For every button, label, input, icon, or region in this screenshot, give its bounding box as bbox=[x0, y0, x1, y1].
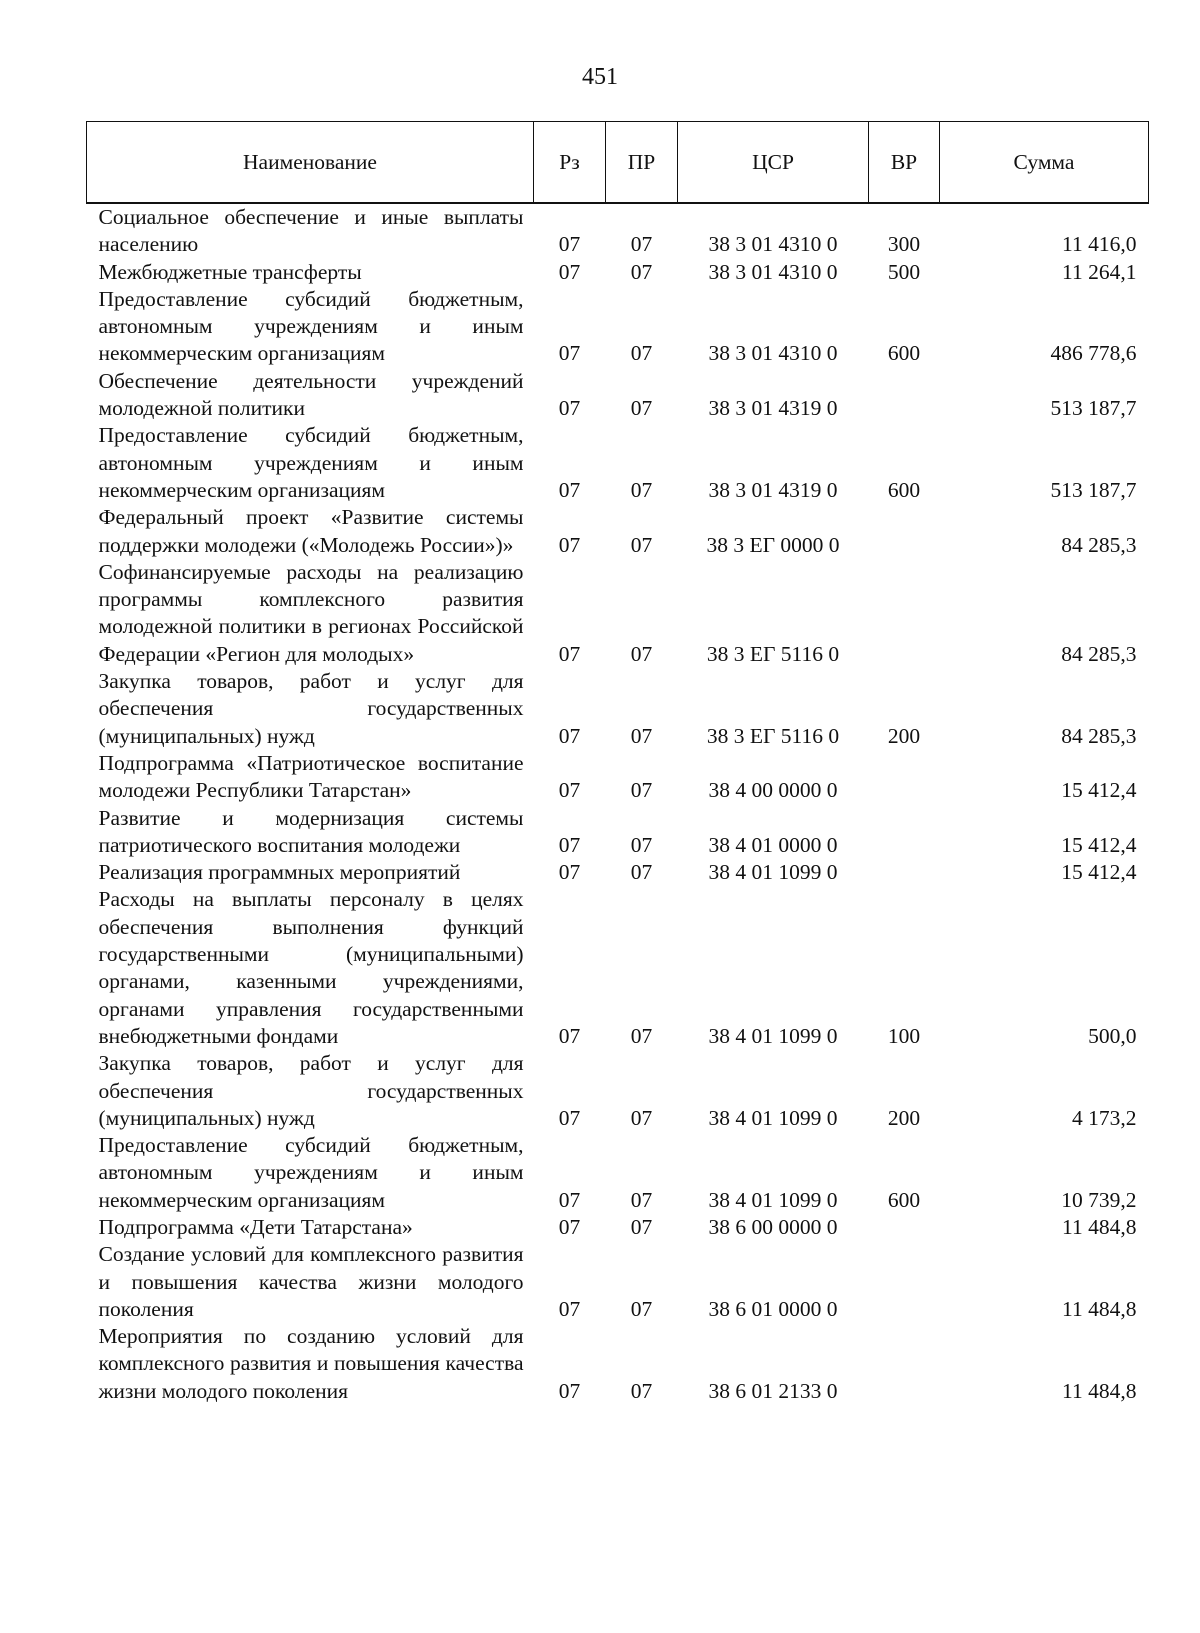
cell-pr: 07 bbox=[630, 860, 653, 885]
cell-csr: 38 6 00 0000 0 bbox=[708, 1214, 838, 1239]
cell-sum: 11 484,8 bbox=[1062, 1378, 1137, 1403]
table-row bbox=[87, 422, 1149, 504]
cell-name: Предоставление субсидий бюджетным, автономным учреждениям и иным некоммерческим организациям bbox=[98, 423, 524, 502]
header-pr: ПР bbox=[606, 122, 678, 204]
cell-vr bbox=[869, 504, 940, 559]
cell-rz: 07 bbox=[558, 396, 581, 421]
cell-vr bbox=[869, 750, 940, 805]
cell-pr: 07 bbox=[630, 1378, 653, 1403]
cell-rz: 07 bbox=[558, 778, 581, 803]
budget-table bbox=[86, 121, 1149, 1405]
cell-rz: 07 bbox=[558, 1023, 581, 1048]
cell-vr: 600 bbox=[887, 1187, 921, 1212]
cell-name: Расходы на выплаты персоналу в целях обеспечения выполнения функций государственными (муниципальными) органами, казенными учреждениями, органами управления государственными внебюджетными фондами bbox=[98, 887, 524, 1048]
header-csr: ЦСР bbox=[678, 122, 869, 204]
cell-vr bbox=[869, 1214, 940, 1241]
table-row bbox=[87, 886, 1149, 1050]
cell-sum: 10 739,2 bbox=[1061, 1187, 1137, 1212]
cell-sum: 4 173,2 bbox=[1072, 1105, 1137, 1130]
cell-name: Подпрограмма «Дети Татарстана» bbox=[98, 1214, 413, 1239]
cell-rz: 07 bbox=[558, 1214, 581, 1239]
cell-csr: 38 4 01 1099 0 bbox=[708, 1105, 838, 1130]
cell-csr: 38 3 01 4310 0 bbox=[708, 232, 838, 257]
cell-name: Подпрограмма «Патриотическое воспитание молодежи Республики Татарстан» bbox=[98, 750, 524, 803]
cell-vr: 500 bbox=[887, 259, 921, 284]
cell-pr: 07 bbox=[630, 1105, 653, 1130]
cell-pr: 07 bbox=[630, 1023, 653, 1048]
cell-rz: 07 bbox=[558, 1187, 581, 1212]
cell-rz: 07 bbox=[558, 1378, 581, 1403]
cell-name: Федеральный проект «Развитие системы поддержки молодежи («Молодежь России»)» bbox=[98, 505, 524, 557]
table-row bbox=[87, 668, 1149, 750]
cell-sum: 11 484,8 bbox=[1062, 1214, 1137, 1239]
table-body bbox=[87, 203, 1149, 1405]
cell-csr: 38 3 01 4319 0 bbox=[708, 396, 838, 421]
cell-rz: 07 bbox=[558, 723, 581, 748]
cell-sum: 15 412,4 bbox=[1061, 860, 1137, 885]
cell-csr: 38 3 01 4310 0 bbox=[708, 341, 838, 366]
cell-vr: 100 bbox=[887, 1023, 921, 1048]
cell-vr: 200 bbox=[887, 1105, 921, 1130]
cell-csr: 38 3 01 4310 0 bbox=[708, 259, 838, 284]
table-header-row bbox=[87, 122, 1149, 204]
cell-pr: 07 bbox=[630, 723, 653, 748]
cell-vr bbox=[869, 1241, 940, 1323]
cell-csr: 38 4 01 1099 0 bbox=[708, 1187, 838, 1212]
table-row bbox=[87, 805, 1149, 860]
cell-rz: 07 bbox=[558, 341, 581, 366]
cell-name: Предоставление субсидий бюджетным, автономным учреждениям и иным некоммерческим организациям bbox=[98, 286, 524, 366]
cell-vr: 200 bbox=[887, 723, 921, 748]
cell-pr: 07 bbox=[630, 532, 653, 557]
cell-name: Софинансируемые расходы на реализацию программы комплексного развития молодежной политики в регионах Российской Федерации «Регион для молодых» bbox=[98, 559, 524, 666]
table-row bbox=[87, 203, 1149, 259]
table-row bbox=[87, 750, 1149, 805]
cell-vr bbox=[869, 1323, 940, 1405]
table-row bbox=[87, 1323, 1149, 1405]
cell-name: Закупка товаров, работ и услуг для обеспечения государственных (муниципальных) нужд bbox=[98, 669, 524, 748]
cell-pr: 07 bbox=[630, 641, 653, 666]
cell-sum: 11 416,0 bbox=[1062, 232, 1137, 257]
cell-name: Социальное обеспечение и иные выплаты населению bbox=[98, 205, 524, 257]
cell-name: Создание условий для комплексного развития и повышения качества жизни молодого поколения bbox=[98, 1242, 524, 1321]
header-rz: Рз bbox=[534, 122, 606, 204]
table-row bbox=[87, 1132, 1149, 1214]
cell-pr: 07 bbox=[630, 477, 653, 502]
cell-rz: 07 bbox=[558, 259, 581, 284]
cell-sum: 84 285,3 bbox=[1061, 723, 1137, 748]
cell-csr: 38 3 ЕГ 5116 0 bbox=[706, 641, 840, 666]
cell-name: Развитие и модернизация системы патриотического воспитания молодежи bbox=[98, 805, 524, 857]
cell-vr: 600 bbox=[887, 341, 921, 366]
table-row bbox=[87, 259, 1149, 286]
header-name: Наименование bbox=[87, 122, 534, 204]
cell-csr: 38 4 00 0000 0 bbox=[708, 778, 838, 803]
cell-pr: 07 bbox=[630, 1187, 653, 1212]
budget-table-container bbox=[86, 121, 1148, 1405]
cell-vr bbox=[869, 805, 940, 860]
cell-csr: 38 3 ЕГ 5116 0 bbox=[706, 723, 840, 748]
cell-rz: 07 bbox=[558, 477, 581, 502]
cell-name: Закупка товаров, работ и услуг для обеспечения государственных (муниципальных) нужд bbox=[98, 1051, 524, 1130]
table-row bbox=[87, 559, 1149, 668]
cell-name: Межбюджетные трансферты bbox=[98, 259, 362, 284]
cell-rz: 07 bbox=[558, 1105, 581, 1130]
table-row bbox=[87, 286, 1149, 368]
cell-csr: 38 3 ЕГ 0000 0 bbox=[706, 532, 840, 557]
cell-vr: 300 bbox=[887, 232, 921, 257]
cell-pr: 07 bbox=[630, 778, 653, 803]
cell-sum: 513 187,7 bbox=[1050, 396, 1137, 421]
cell-csr: 38 6 01 2133 0 bbox=[708, 1378, 838, 1403]
cell-sum: 500,0 bbox=[1088, 1023, 1137, 1048]
table-row bbox=[87, 368, 1149, 423]
header-sum: Сумма bbox=[940, 122, 1149, 204]
cell-pr: 07 bbox=[630, 259, 653, 284]
cell-csr: 38 6 01 0000 0 bbox=[708, 1296, 838, 1321]
cell-sum: 486 778,6 bbox=[1050, 341, 1137, 366]
cell-rz: 07 bbox=[558, 232, 581, 257]
table-row bbox=[87, 859, 1149, 886]
cell-csr: 38 4 01 1099 0 bbox=[708, 1023, 838, 1048]
cell-pr: 07 bbox=[630, 396, 653, 421]
cell-name: Предоставление субсидий бюджетным, автономным учреждениям и иным некоммерческим организациям bbox=[98, 1133, 524, 1212]
table-row bbox=[87, 1241, 1149, 1323]
cell-csr: 38 4 01 1099 0 bbox=[708, 860, 838, 885]
table-row bbox=[87, 1050, 1149, 1132]
cell-vr bbox=[869, 859, 940, 886]
cell-rz: 07 bbox=[558, 832, 581, 857]
cell-name: Обеспечение деятельности учреждений молодежной политики bbox=[98, 368, 524, 421]
cell-name: Мероприятия по созданию условий для комплексного развития и повышения качества жизни молодого поколения bbox=[98, 1324, 524, 1403]
cell-pr: 07 bbox=[630, 232, 653, 257]
cell-pr: 07 bbox=[630, 1214, 653, 1239]
cell-vr bbox=[869, 559, 940, 668]
cell-rz: 07 bbox=[558, 532, 581, 557]
cell-sum: 84 285,3 bbox=[1061, 641, 1137, 666]
cell-vr bbox=[869, 368, 940, 423]
cell-csr: 38 3 01 4319 0 bbox=[708, 477, 838, 502]
cell-sum: 84 285,3 bbox=[1061, 532, 1137, 557]
cell-rz: 07 bbox=[558, 860, 581, 885]
cell-pr: 07 bbox=[630, 832, 653, 857]
cell-pr: 07 bbox=[630, 1296, 653, 1321]
cell-sum: 15 412,4 bbox=[1061, 832, 1137, 857]
cell-sum: 15 412,4 bbox=[1061, 778, 1137, 803]
cell-rz: 07 bbox=[558, 1296, 581, 1321]
table-row bbox=[87, 504, 1149, 559]
table-row bbox=[87, 1214, 1149, 1241]
cell-pr: 07 bbox=[630, 341, 653, 366]
header-vr: ВР bbox=[869, 122, 940, 204]
cell-csr: 38 4 01 0000 0 bbox=[708, 832, 838, 857]
cell-sum: 513 187,7 bbox=[1050, 477, 1137, 502]
page-number: 451 bbox=[582, 64, 618, 90]
cell-sum: 11 484,8 bbox=[1062, 1296, 1137, 1321]
cell-name: Реализация программных мероприятий bbox=[98, 860, 461, 885]
cell-sum: 11 264,1 bbox=[1062, 259, 1137, 284]
cell-vr: 600 bbox=[887, 477, 921, 502]
cell-rz: 07 bbox=[558, 641, 581, 666]
